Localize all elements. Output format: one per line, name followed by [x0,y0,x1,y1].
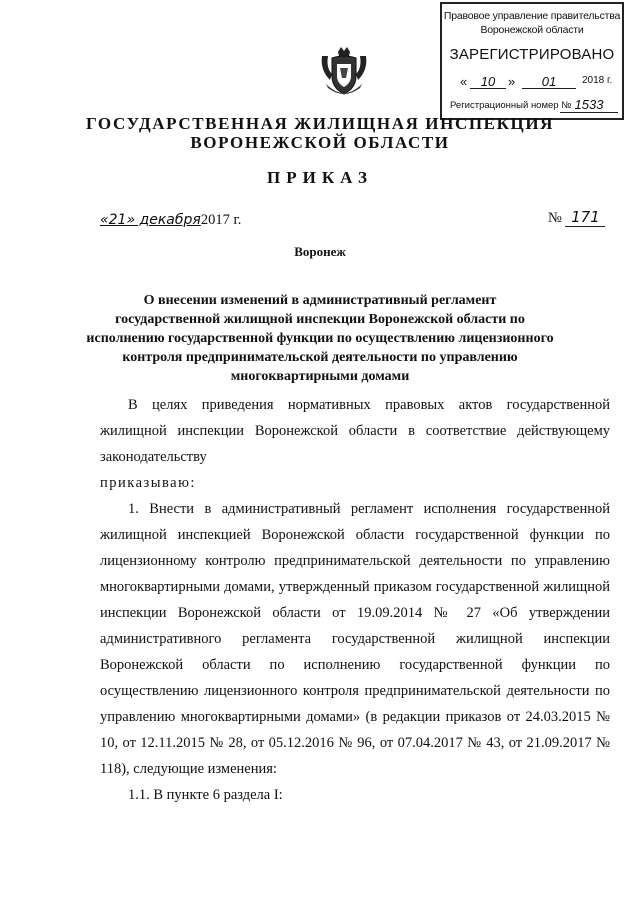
stamp-authority-line2: Воронежской области [480,24,584,36]
stamp-day: 10 [470,74,506,89]
title-line: контроля предпринимательской деятельности по управлению [122,350,518,365]
city-name: Воронеж [294,244,346,259]
org-name-line1: ГОСУДАРСТВЕННАЯ ЖИЛИЩНАЯ ИНСПЕКЦИЯ [85,114,555,133]
coat-of-arms-icon [318,44,370,102]
document-title [0,291,640,386]
stamp-reg-number-row [450,97,618,112]
item-1-paragraph: 1. Внести в административный регламент исполнения государственной жилищной инспекцией Воронежской области государственной функции по лицензионному контролю предпринимательской деятельности по управлению многоквартирными домами, утвержденный приказом государственной жилищной инспекции Воронежской области от 19.09.2014 № 27 «Об утверждении административного регламента государственной жилищной инспекции Воронежской области по исполнению государственной функции по осуществлению лицензионного контроля предпринимательской деятельности по управлению многоквартирными домами» (в редакции приказов от 24.03.2015 № 10, от 12.11.2015 № 28, от 05.12.2016 № 96, от 07.04.2017 № 43, от 21.09.2017 № 118), следующие изменения: [100,501,610,777]
item-1-1-paragraph: 1.1. В пункте 6 раздела I: [128,787,283,803]
stamp-reg-number-label: Регистрационный номер № [450,100,572,111]
stamp-registered-label: ЗАРЕГИСТРИРОВАНО [449,46,615,63]
order-word: приказываю: [100,475,196,491]
registration-stamp [440,2,624,120]
preamble-paragraph: В целях приведения нормативных правовых актов государственной жилищной инспекции Воронежской области в соответствие действующему законодательству [100,397,610,465]
org-name-line2: ВОРОНЕЖСКОЙ ОБЛАСТИ [190,133,450,152]
document-body [100,392,610,808]
stamp-year: 2018 г. [582,75,613,86]
order-date [100,212,241,229]
stamp-close-quote: » [508,74,516,89]
title-line: исполнению государственной функции по осуществлению лицензионного [86,331,554,346]
order-date-year: 2017 г. [200,212,242,228]
document-type: ПРИКАЗ [267,168,373,187]
stamp-date [460,74,616,90]
title-line: многоквартирными домами [230,369,410,384]
stamp-month: 01 [522,74,576,89]
stamp-reg-number: 1533 [560,97,618,113]
stamp-open-quote: « [460,74,468,89]
order-number-handwritten: 171 [565,208,605,227]
order-date-handwritten: «21» декабря [100,212,201,228]
stamp-authority-line1: Правовое управление правительства [443,10,621,22]
order-number [548,208,605,227]
title-line: О внесении изменений в административный регламент [143,293,497,308]
order-number-prefix: № [548,210,562,226]
title-line: государственной жилищной инспекции Воронежской области по [115,312,525,327]
